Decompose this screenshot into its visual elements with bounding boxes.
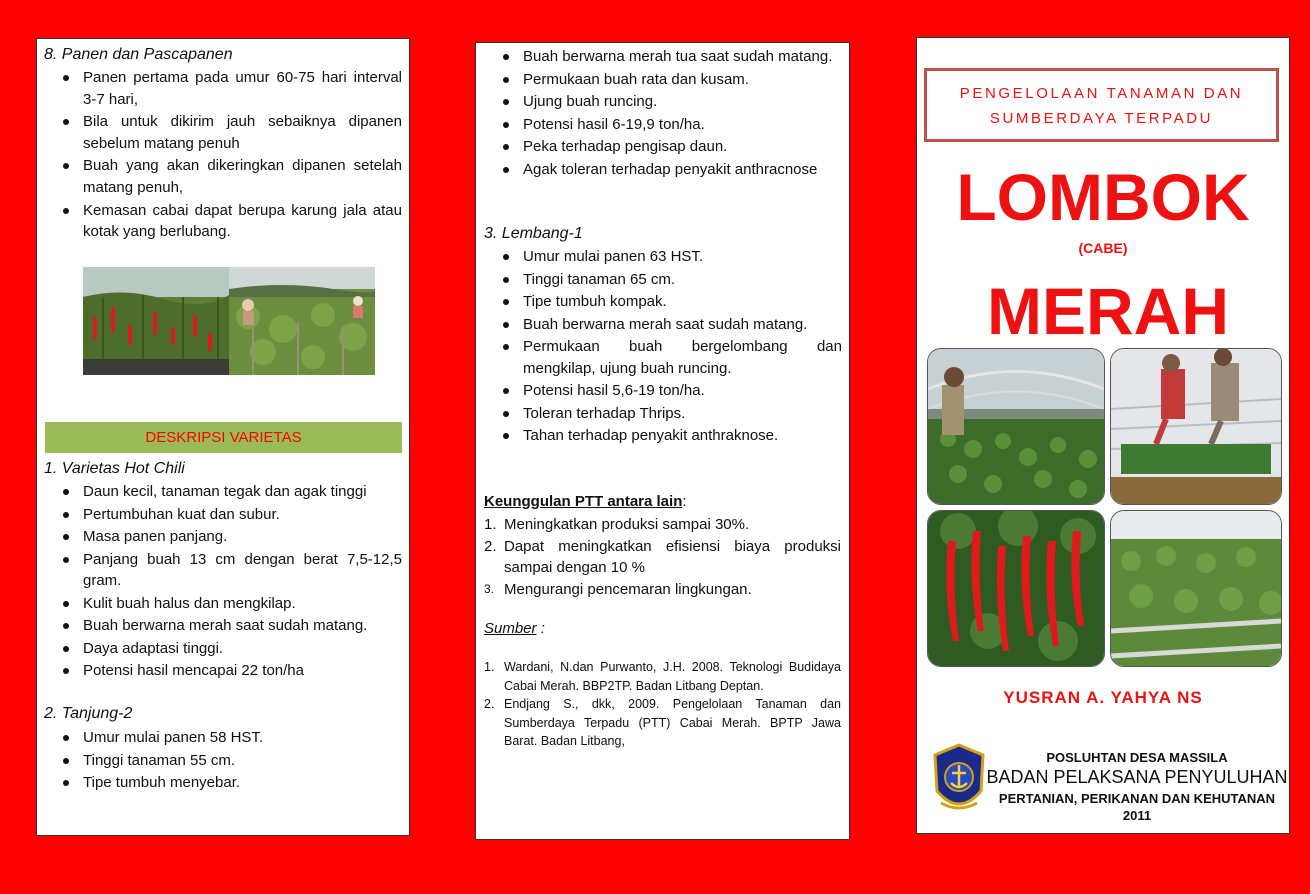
list-item: Buah yang akan dikeringkan dipanen setelah matang penuh, (45, 155, 402, 198)
source-colon: : (540, 620, 545, 637)
list-item: Kemasan cabai dapat berupa karung jala atau kotak yang berlubang. (45, 200, 402, 243)
banner-deskripsi-varietas: DESKRIPSI VARIETAS (45, 422, 402, 453)
list-item: Pertumbuhan kuat dan subur. (45, 504, 402, 526)
list-item: Kulit buah halus dan mengkilap. (45, 593, 402, 615)
continued-list (485, 46, 842, 181)
list-item: Panjang buah 13 cm dengan berat 7,5-12,5 gram. (45, 549, 402, 592)
photo-chili-field (1110, 510, 1282, 667)
list-item: Tinggi tanaman 65 cm. (485, 269, 842, 291)
list-item: Potensi hasil 6-19,9 ton/ha. (485, 114, 842, 136)
org-line3: PERTANIAN, PERIKANAN DAN KEHUTANAN (998, 791, 1276, 806)
list-item: Umur mulai panen 58 HST. (45, 727, 402, 749)
advantages-list (484, 514, 841, 601)
cover-title-merah: MERAH (987, 274, 1229, 348)
advantages-colon: : (682, 493, 687, 510)
list-item: Panen pertama pada umur 60-75 hari interval 3-7 hari, (45, 67, 402, 110)
list-item: Umur mulai panen 63 HST. (485, 246, 842, 268)
list-item: Tipe tumbuh menyebar. (45, 772, 402, 794)
list-item: Buah berwarna merah saat sudah matang. (485, 314, 842, 336)
list-item: Buah berwarna merah tua saat sudah matang. (485, 46, 842, 68)
list-item: Bila untuk dikirim jauh sebaiknya dipanen sebelum matang penuh (45, 111, 402, 154)
photo-seedling-nursery (927, 348, 1105, 505)
list-item: Buah berwarna merah saat sudah matang. (45, 615, 402, 637)
photo-red-chilies (927, 510, 1105, 667)
list-item: Potensi hasil 5,6-19 ton/ha. (485, 380, 842, 402)
list-item: Tipe tumbuh kompak. (485, 291, 842, 313)
list-item: 3. Mengurangi pencemaran lingkungan. (484, 581, 752, 599)
cover-title-lombok: LOMBOK (956, 160, 1250, 234)
section-title-tanjung: 2. Tanjung-2 (44, 705, 133, 722)
photo-transplanting (1110, 348, 1282, 505)
list-item: Potensi hasil mencapai 22 ton/ha (45, 660, 402, 682)
section-title-panen: 8. Panen dan Pascapanen (44, 46, 233, 63)
list-item: Ujung buah runcing. (485, 91, 842, 113)
hot-chili-list (45, 481, 402, 683)
source-heading (484, 620, 545, 637)
cover-author: YUSRAN A. YAHYA NS (1003, 688, 1203, 707)
lembang-list (485, 246, 842, 448)
list-item: Agak toleran terhadap penyakit anthracnose (485, 159, 842, 181)
emblem-logo (931, 743, 987, 817)
list-item: Toleran terhadap Thrips. (485, 403, 842, 425)
list-item: Permukaan buah bergelombang dan mengkilap, ujung buah runcing. (485, 336, 842, 379)
source-list (484, 658, 841, 751)
cover-header-line1: PENGELOLAAN TANAMAN DAN (959, 85, 1244, 102)
harvest-photo-strip (83, 267, 375, 375)
cover-header-line2: SUMBERDAYA TERPADU (989, 110, 1214, 127)
list-item: Tahan terhadap penyakit anthraknose. (485, 425, 842, 447)
list-item: Daya adaptasi tinggi. (45, 638, 402, 660)
list-item: Permukaan buah rata dan kusam. (485, 69, 842, 91)
list-item: Daun kecil, tanaman tegak dan agak tinggi (45, 481, 402, 503)
source-title: Sumber (484, 620, 537, 637)
list-item: 1. Meningkatkan produksi sampai 30%. (484, 516, 750, 533)
panel-cover (916, 37, 1290, 834)
panel-left (36, 38, 410, 836)
list-item: Peka terhadap pengisap daun. (485, 136, 842, 158)
list-item: 1. Wardani, N.dan Purwanto, J.H. 2008. Teknologi Budidaya Cabai Merah. BBP2TP. Badan Litbang Deptan. (484, 660, 841, 693)
panen-list (45, 67, 402, 244)
tanjung-list (45, 727, 402, 795)
list-item: Masa panen panjang. (45, 526, 402, 548)
org-year: 2011 (1122, 808, 1152, 823)
list-item: Tinggi tanaman 55 cm. (45, 750, 402, 772)
panel-middle (475, 42, 850, 840)
cover-title-cabe: (CABE) (1078, 240, 1128, 256)
org-line1: POSLUHTAN DESA MASSILA (1046, 750, 1228, 765)
advantages-title: Keunggulan PTT antara lain (484, 493, 683, 510)
section-title-lembang: 3. Lembang-1 (484, 225, 583, 242)
list-item: 2. Dapat meningkatkan efisiensi biaya produksi sampai dengan 10 % (484, 537, 841, 577)
org-line2: BADAN PELAKSANA PENYULUHAN (986, 767, 1288, 787)
section-title-hot-chili: 1. Varietas Hot Chili (44, 460, 185, 477)
cover-header-box (924, 68, 1279, 142)
list-item: 2. Endjang S., dkk, 2009. Pengelolaan Tanaman dan Sumberdaya Terpadu (PTT) Cabai Merah. BPTP Jawa Barat. Badan Litbang, (484, 697, 841, 749)
advantages-heading (484, 493, 687, 510)
